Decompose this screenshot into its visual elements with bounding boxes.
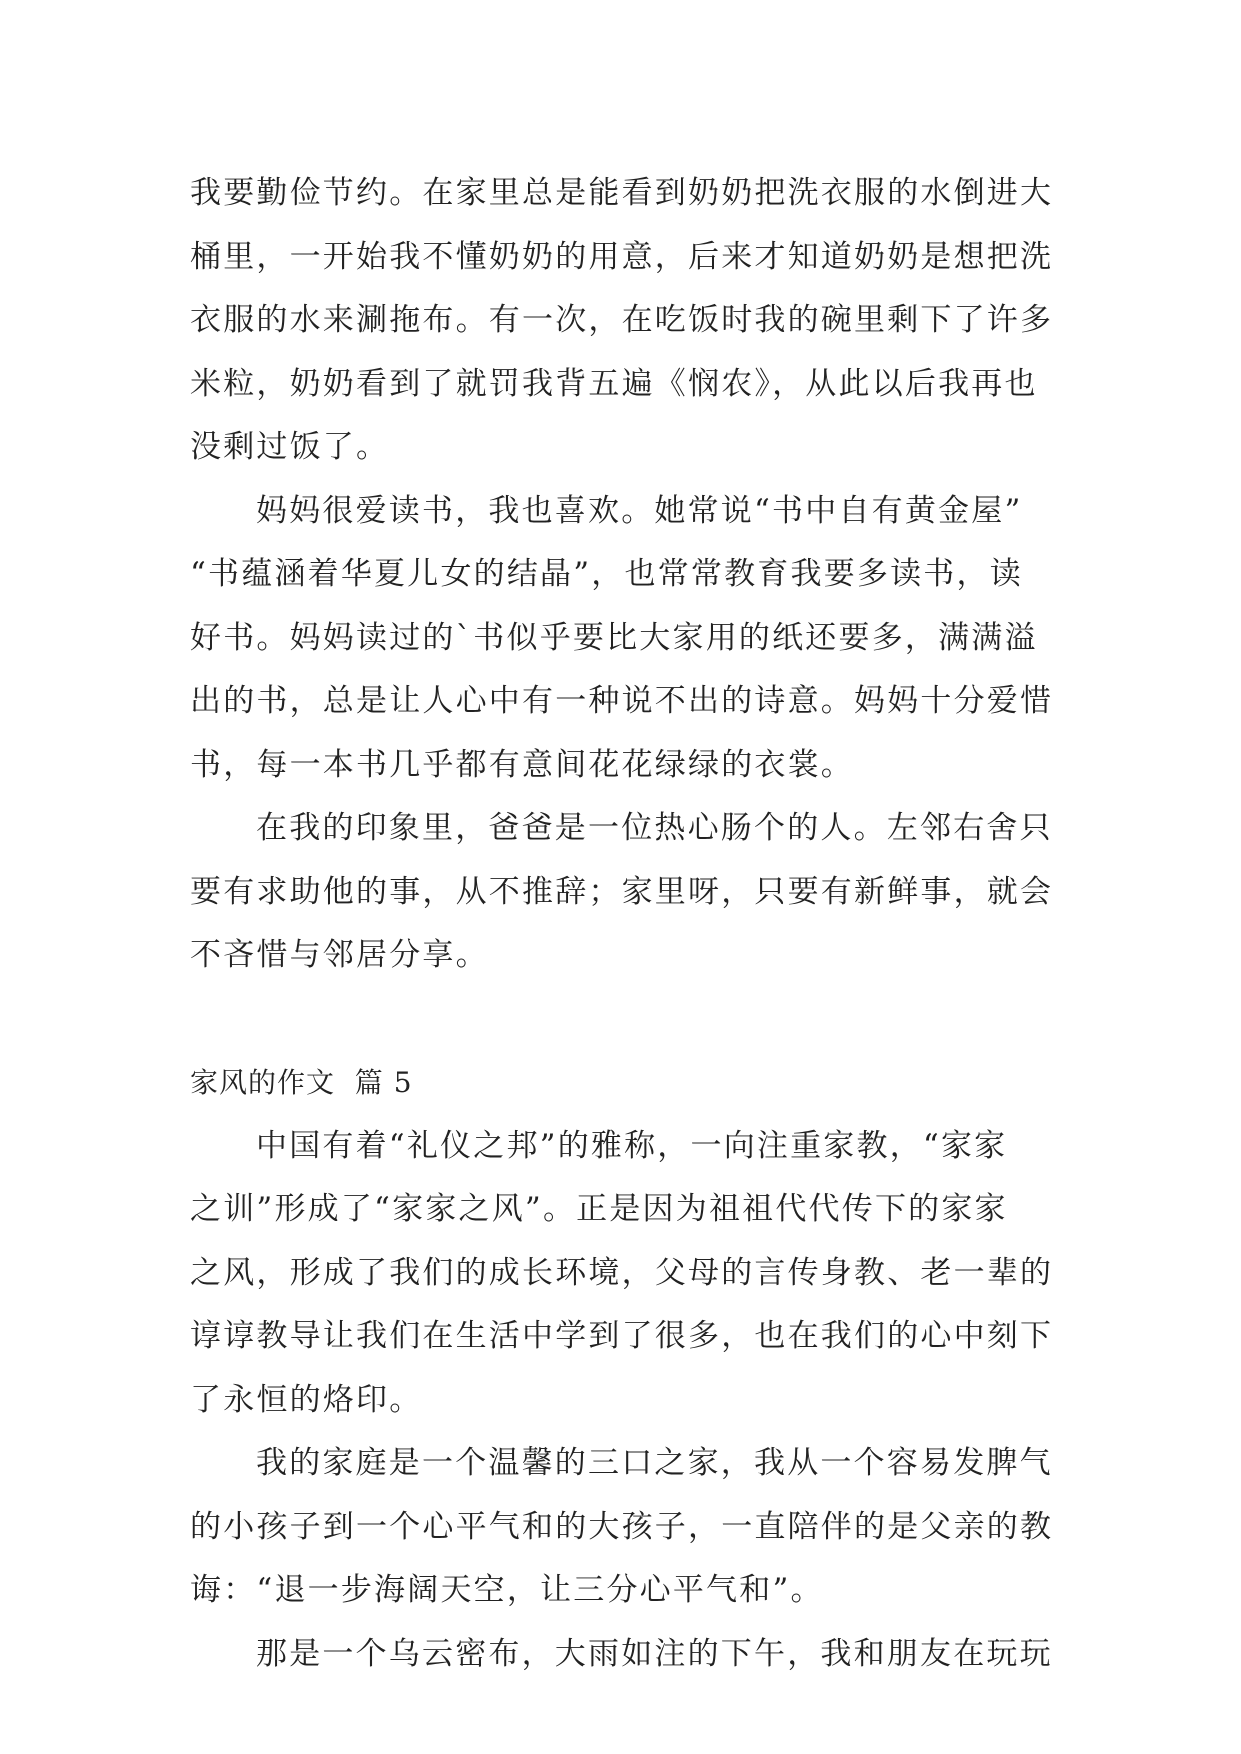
paragraph — [190, 1623, 1053, 1687]
text-line: 米粒，奶奶看到了就罚我背五遍《悯农》，从此以后我再也 — [190, 365, 1038, 402]
text-line: 在我的印象里，爸爸是一位热心肠个的人。左邻右舍只 — [256, 810, 1053, 846]
text-line: 衣服的水来涮拖布。有一次，在吃饭时我的碗里剩下了许多 — [190, 302, 1054, 338]
text-line: 好书。妈妈读过的`书似乎要比大家用的纸还要多，满满溢 — [190, 619, 1038, 656]
text-line: 中国有着“礼仪之邦”的雅称，一向注重家教，“家家 — [256, 1127, 1008, 1164]
text-line: 之风，形成了我们的成长环境，父母的言传身教、老一辈的 — [190, 1254, 1054, 1291]
text-line: 没剩过饭了。 — [190, 429, 390, 465]
paragraph — [190, 480, 1054, 798]
section-heading: 家风的作文 篇 5 — [190, 1066, 413, 1099]
text-line: 桶里，一开始我不懂奶奶的用意，后来才知道奶奶是想把洗 — [190, 238, 1054, 275]
text-line: 出的书，总是让人心中有一种说不出的诗意。妈妈十分爱惜 — [190, 683, 1054, 719]
paragraph — [190, 797, 1054, 988]
text-line: 妈妈很爱读书，我也喜欢。她常说“书中自有黄金屋” — [256, 492, 1023, 529]
text-line: 我要勤俭节约。在家里总是能看到奶奶把洗衣服的水倒进大 — [190, 175, 1054, 211]
paragraph — [190, 162, 1054, 480]
text-line: 诲：“退一步海阔天空，让三分心平气和”。 — [190, 1572, 824, 1608]
text-line: 不吝惜与邻居分享。 — [190, 937, 489, 973]
paragraph — [190, 1432, 1054, 1623]
text-line: 了永恒的烙印。 — [190, 1381, 423, 1418]
text-line: “书蕴涵着华夏儿女的结晶”，也常常教育我要多读书，读 — [190, 556, 1023, 592]
text-line: 的小孩子到一个心平气和的大孩子，一直陪伴的是父亲的教 — [190, 1508, 1054, 1545]
text-line: 谆谆教导让我们在生活中学到了很多，也在我们的心中刻下 — [190, 1318, 1054, 1354]
document-body — [190, 162, 1054, 1686]
blank-line — [190, 988, 1050, 1052]
text-line: 要有求助他的事，从不推辞；家里呀，只要有新鲜事，就会 — [190, 873, 1054, 910]
text-line: 书，每一本书几乎都有意间花花绿绿的衣裳。 — [190, 746, 854, 783]
paragraph — [190, 1115, 1054, 1433]
text-line: 我的家庭是一个温馨的三口之家，我从一个容易发脾气 — [256, 1445, 1053, 1481]
text-line: 之训”形成了“家家之风”。正是因为祖祖代代传下的家家 — [190, 1191, 1008, 1227]
text-line: 那是一个乌云密布，大雨如注的下午，我和朋友在玩玩 — [256, 1635, 1053, 1672]
